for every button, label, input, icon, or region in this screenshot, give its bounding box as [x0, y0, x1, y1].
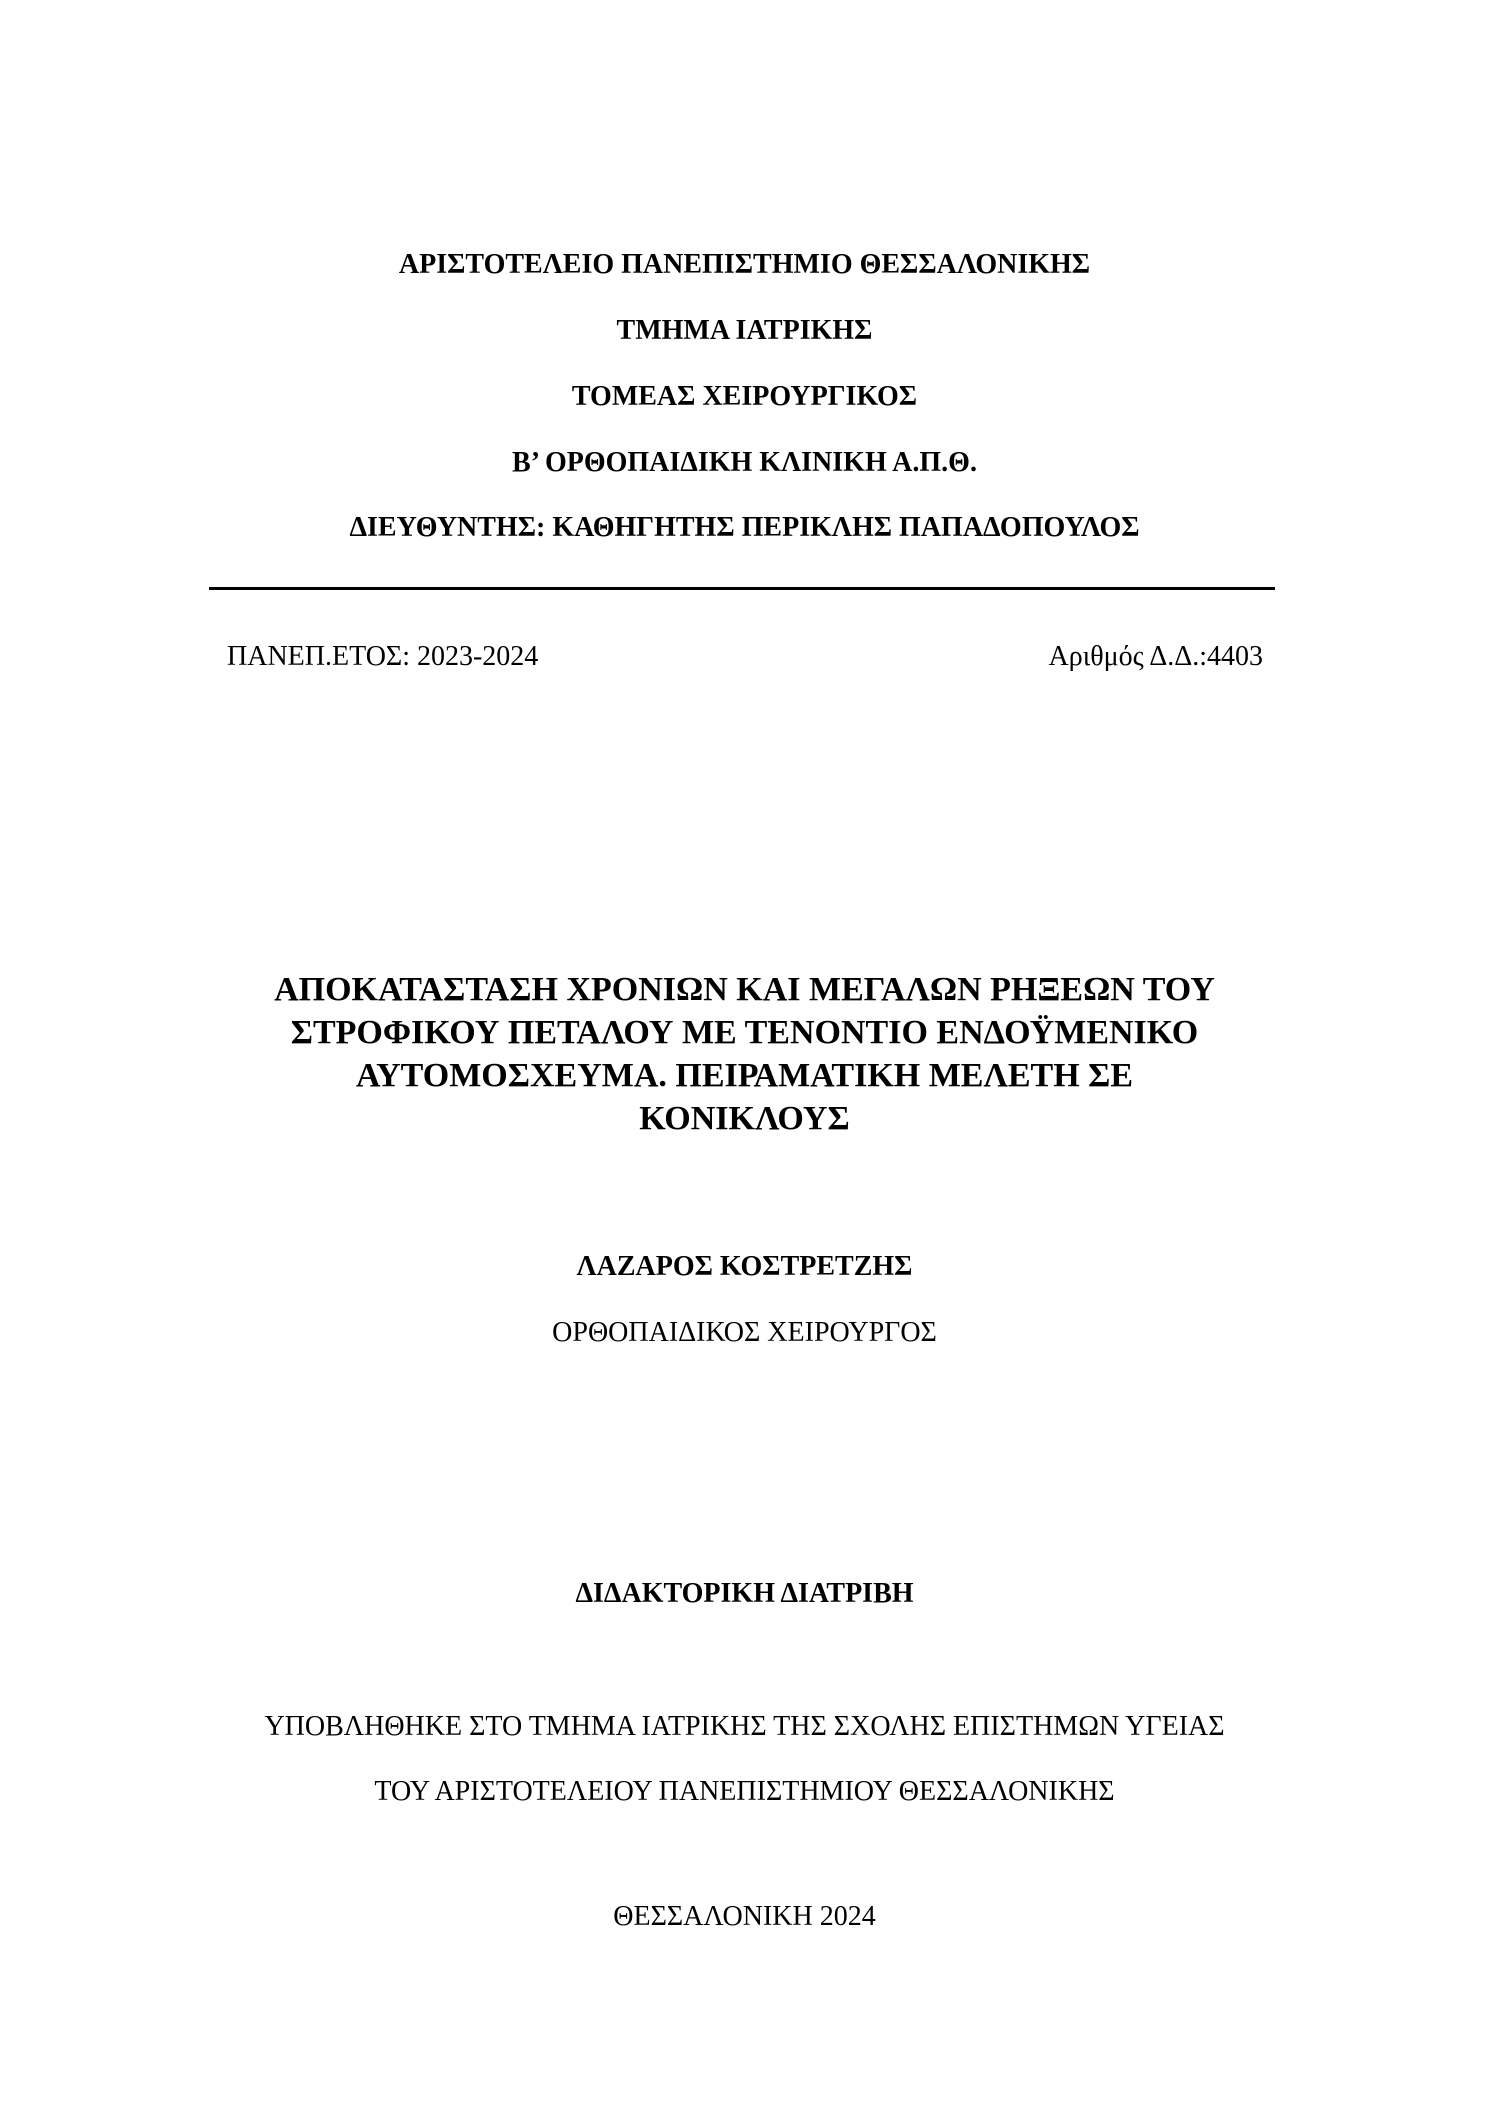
thesis-title-line: ΣΤΡΟΦΙΚΟΥ ΠΕΤΑΛΟΥ ΜΕ ΤΕΝΟΝΤΙΟ ΕΝΔΟΫΜΕΝΙΚΟ [290, 1014, 1199, 1051]
clinic-name: Β’ ΟΡΘΟΠΑΙΔΙΚΗ ΚΛΙΝΙΚΗ Α.Π.Θ. [512, 447, 977, 478]
thesis-title-line: ΚΟΝΙΚΛΟΥΣ [639, 1100, 850, 1137]
university-name: ΑΡΙΣΤΟΤΕΛΕΙΟ ΠΑΝΕΠΙΣΤΗΜΙΟ ΘΕΣΣΑΛΟΝΙΚΗΣ [398, 249, 1091, 280]
place-year: ΘΕΣΣΑΛΟΝΙΚΗ 2024 [613, 1901, 876, 1932]
thesis-number: Αριθμός Δ.Δ.:4403 [1048, 641, 1263, 672]
thesis-type: ΔΙΔΑΚΤΟΡΙΚΗ ΔΙΑΤΡΙΒΗ [575, 1578, 914, 1609]
thesis-title-line: ΑΥΤΟΜΟΣΧΕΥΜΑ. ΠΕΙΡΑΜΑΤΙΚΗ ΜΕΛΕΤΗ ΣΕ [355, 1057, 1134, 1094]
academic-year: ΠΑΝΕΠ.ΕΤΟΣ: 2023-2024 [227, 641, 539, 672]
thesis-title-line: ΑΠΟΚΑΤΑΣΤΑΣΗ ΧΡΟΝΙΩΝ ΚΑΙ ΜΕΓΑΛΩΝ ΡΗΞΕΩΝ ΤΟΥ [274, 971, 1215, 1008]
sector-name: ΤΟΜΕΑΣ ΧΕΙΡΟΥΡΓΙΚΟΣ [571, 381, 918, 412]
header-divider [209, 587, 1275, 590]
author-role: ΟΡΘΟΠΑΙΔΙΚΟΣ ΧΕΙΡΟΥΡΓΟΣ [552, 1317, 937, 1348]
department-name: ΤΜΗΜΑ ΙΑΤΡΙΚΗΣ [616, 315, 873, 346]
submission-line-1: ΥΠΟΒΛΗΘΗΚΕ ΣΤΟ ΤΜΗΜΑ ΙΑΤΡΙΚΗΣ ΤΗΣ ΣΧΟΛΗΣ ΕΠΙΣΤΗΜΩΝ ΥΓΕΙΑΣ [264, 1711, 1225, 1742]
submission-line-2: ΤΟΥ ΑΡΙΣΤΟΤΕΛΕΙΟΥ ΠΑΝΕΠΙΣΤΗΜΙΟΥ ΘΕΣΣΑΛΟΝΙΚΗΣ [374, 1776, 1115, 1807]
author-name: ΛΑΖΑΡΟΣ ΚΟΣΤΡΕΤΖΗΣ [576, 1251, 913, 1282]
director-line: ΔΙΕΥΘΥΝΤΗΣ: ΚΑΘΗΓΗΤΗΣ ΠΕΡΙΚΛΗΣ ΠΑΠΑΔΟΠΟΥΛΟΣ [349, 512, 1140, 543]
thesis-title [0, 968, 1489, 1140]
